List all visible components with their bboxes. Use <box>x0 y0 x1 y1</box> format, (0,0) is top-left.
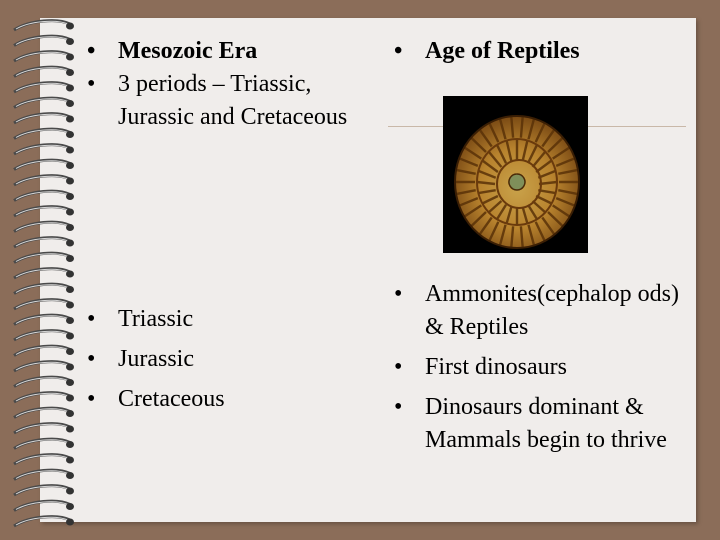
list-item-dinosaurs-dominant: • Dinosaurs dominant & Mammals begin to thrive <box>392 391 692 457</box>
life-list <box>392 278 692 464</box>
list-item-age-of-reptiles: • Age of Reptiles <box>392 35 692 68</box>
spiral-hole <box>66 116 74 123</box>
list-item-cretaceous: • Cretaceous <box>85 383 345 416</box>
spiral-hole <box>66 317 74 324</box>
list-item-periods: • 3 periods – Triassic, Jurassic and Cretaceous <box>85 68 375 134</box>
spiral-hole <box>66 100 74 107</box>
spiral-hole <box>66 426 74 433</box>
spiral-hole <box>66 224 74 231</box>
spiral-hole <box>66 38 74 45</box>
list-item-triassic: • Triassic <box>85 303 345 336</box>
spiral-hole <box>66 379 74 386</box>
spiral-hole <box>66 255 74 262</box>
spiral-hole <box>66 286 74 293</box>
spiral-hole <box>66 23 74 30</box>
ammonite-icon <box>443 96 588 253</box>
spiral-hole <box>66 410 74 417</box>
spiral-hole <box>66 193 74 200</box>
spiral-hole <box>66 271 74 278</box>
spiral-hole <box>66 147 74 154</box>
list-item-jurassic: • Jurassic <box>85 343 345 376</box>
spiral-hole <box>66 519 74 526</box>
spiral-hole <box>66 162 74 169</box>
list-item-ammonites: • Ammonites(cephalop ods) & Reptiles <box>392 278 692 344</box>
spiral-hole <box>66 178 74 185</box>
spiral-hole <box>66 472 74 479</box>
spiral-hole <box>66 209 74 216</box>
periods-list <box>85 303 345 423</box>
spiral-hole <box>66 457 74 464</box>
spiral-hole <box>66 364 74 371</box>
list-item-first-dinosaurs: • First dinosaurs <box>392 351 692 384</box>
spiral-hole <box>66 85 74 92</box>
spiral-hole <box>66 488 74 495</box>
spiral-hole <box>66 54 74 61</box>
spiral-rings-icon <box>0 0 90 540</box>
spiral-hole <box>66 131 74 138</box>
spiral-hole <box>66 395 74 402</box>
spiral-hole <box>66 69 74 76</box>
spiral-hole <box>66 441 74 448</box>
spiral-hole <box>66 503 74 510</box>
era-list <box>85 35 375 134</box>
list-item-mesozoic-era: • Mesozoic Era <box>85 35 375 68</box>
age-list <box>392 35 692 68</box>
spiral-hole <box>66 333 74 340</box>
ammonite-fossil-image <box>443 96 588 253</box>
spiral-hole <box>66 302 74 309</box>
spiral-binding <box>0 0 90 540</box>
spiral-hole <box>66 240 74 247</box>
spiral-hole <box>66 348 74 355</box>
